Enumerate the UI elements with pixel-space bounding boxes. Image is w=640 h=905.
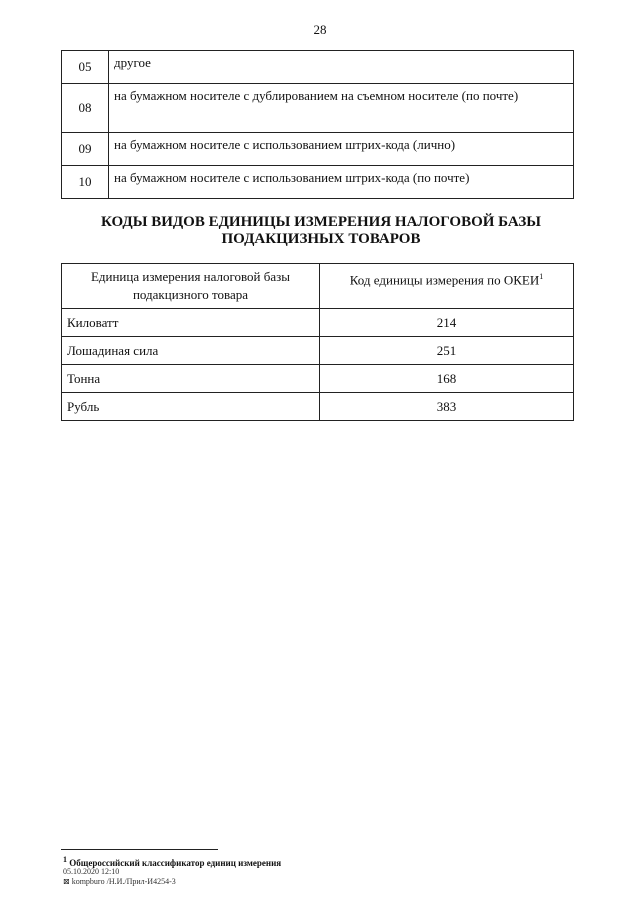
document-timestamp: 05.10.2020 12:10 <box>63 867 120 876</box>
delivery-method-codes-table <box>61 50 574 199</box>
column-header-code <box>320 264 574 309</box>
footnote-text: Общероссийский классификатор единиц измерения <box>69 858 282 868</box>
description-cell: другое <box>109 51 574 84</box>
table-row <box>62 365 574 393</box>
unit-cell: Тонна <box>62 365 320 393</box>
section-title <box>61 214 581 248</box>
footnote-divider <box>61 849 218 850</box>
okei-code-cell: 214 <box>320 309 574 337</box>
okei-code-cell: 251 <box>320 337 574 365</box>
unit-cell: Лошадиная сила <box>62 337 320 365</box>
measurement-units-table <box>61 263 574 421</box>
code-cell: 10 <box>62 166 109 199</box>
column-header-code-label: Код единицы измерения по ОКЕИ <box>349 272 540 288</box>
table-row <box>62 393 574 421</box>
description-cell: на бумажном носителе с дублированием на съемном носителе (по почте) <box>109 84 574 133</box>
unit-cell: Рубль <box>62 393 320 421</box>
footnote-marker: 1 <box>63 855 67 864</box>
table-row <box>62 84 574 133</box>
table-row <box>62 166 574 199</box>
footnote-marker: 1 <box>539 272 544 281</box>
unit-cell: Киловатт <box>62 309 320 337</box>
table-header-row <box>62 264 574 309</box>
section-title-line: ПОДАКЦИЗНЫХ ТОВАРОВ <box>221 231 421 247</box>
code-cell: 09 <box>62 133 109 166</box>
table-row <box>62 133 574 166</box>
code-cell: 08 <box>62 84 109 133</box>
section-title-line: КОДЫ ВИДОВ ЕДИНИЦЫ ИЗМЕРЕНИЯ НАЛОГОВОЙ БАЗЫ <box>100 214 542 230</box>
column-header-unit: Единица измерения налоговой базы подакцизного товара <box>62 264 320 309</box>
description-cell: на бумажном носителе с использованием штрих-кода (лично) <box>109 133 574 166</box>
table-row <box>62 337 574 365</box>
okei-code-cell: 383 <box>320 393 574 421</box>
table-row <box>62 51 574 84</box>
table-row <box>62 309 574 337</box>
description-cell: на бумажном носителе с использованием штрих-кода (по почте) <box>109 166 574 199</box>
document-reference: ⊠ kompburo /Н.И./Прил-И4254-3 <box>63 877 176 886</box>
code-cell: 05 <box>62 51 109 84</box>
page-number: 28 <box>313 22 327 37</box>
okei-code-cell: 168 <box>320 365 574 393</box>
